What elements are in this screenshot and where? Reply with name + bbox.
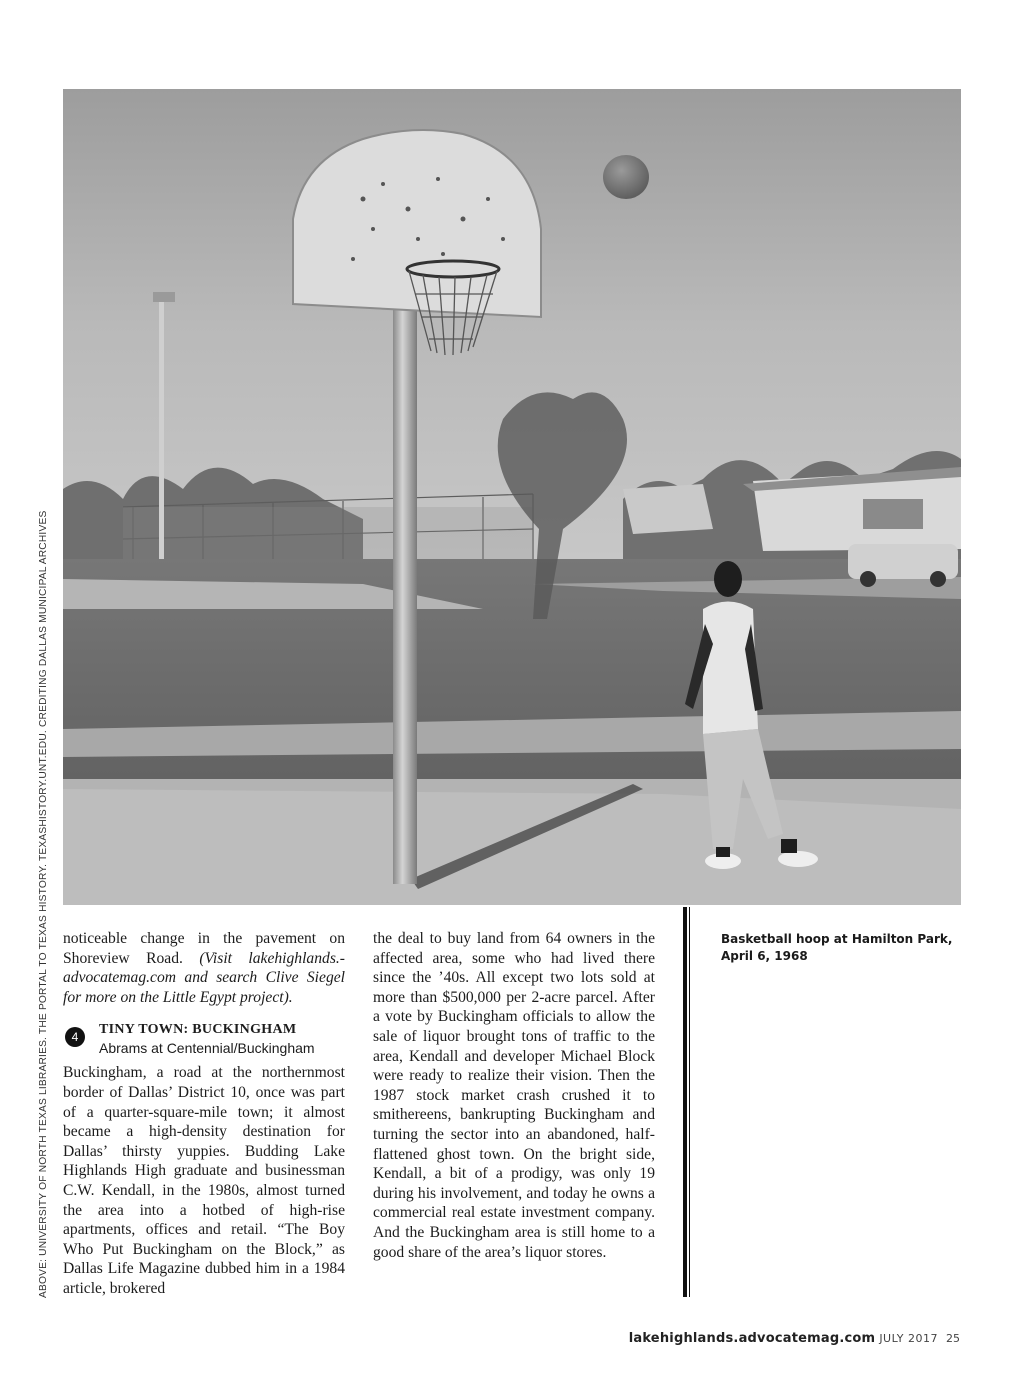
page-number: 25 — [946, 1332, 960, 1345]
footer-site-url: lakehighlands.advocatemag.com — [628, 1331, 876, 1346]
photo-caption: Basketball hoop at Hamilton Park, April 6, 1968 — [721, 932, 953, 963]
body-paragraph-2: the deal to buy land from 64 owners in the affected area, some who had lived there since the ’40s. All except two lots sold at more than $500,000 per 2-acre parcel. After a vote by Buckingham officials to allow the sale of liquor brought tons of traffic to the area, Kendall and developer Michael Block were ready to realize their vision. Then the 1987 stock market crash crushed it to smithereens, bankrupting Buckingham and turning the sector into an abandoned, half-flattened ghost town. On the bright side, Kendall, a bit of a prodigy, was only 19 during his involvement, and today he owns a commercial real estate investment company. And the Buckingham area is still home to a good share of the area’s liquor stores. — [373, 930, 655, 1261]
body-paragraph-1: Buckingham, a road at the northernmost border of Dallas’ District 10, once was part of a quarter-square-mile town; it almost became a high-density destination for Dallas’ thirsty yuppies. Budding Lake Highlands High graduate and businessman C.W. Kendall, in the 1980s, almost turned the area into a hotbed of high-rise apartments, offices and retail. “The Boy Who Put Buckingham on the Block,” as Dallas Life Magazine dubbed him in a 1984 article, brokered — [63, 1064, 345, 1297]
photo-credit: ABOVE: UNIVERSITY OF NORTH TEXAS LIBRARIES. THE PORTAL TO TEXAS HISTORY. TEXASHISTORY.UNT.EDU. CREDITING DALLAS MUNICIPAL ARCHIVES — [38, 510, 49, 1298]
section-number-badge: 4 — [65, 1027, 85, 1047]
article-column-2 — [373, 929, 655, 1262]
column-divider-thin — [689, 907, 690, 1297]
article-column-1 — [63, 929, 345, 1299]
section-subtitle: Abrams at Centennial/Buckingham — [99, 1040, 315, 1057]
section-title: TINY TOWN: BUCKINGHAM — [99, 1022, 297, 1038]
page-footer — [629, 1331, 960, 1346]
intro-italic-note: (Visit lakehighlands.advocatemag.com and search Clive Siegel for more on the Little Egypt project). — [63, 949, 345, 1006]
basketball-photo — [63, 89, 961, 905]
section-heading — [63, 1021, 345, 1057]
intro-paragraph — [63, 929, 345, 1007]
footer-issue-date: JULY 2017 — [879, 1332, 938, 1345]
column-divider-thick — [683, 907, 687, 1297]
intro-text: noticeable change in the pavement on Shoreview Road. — [63, 930, 345, 967]
